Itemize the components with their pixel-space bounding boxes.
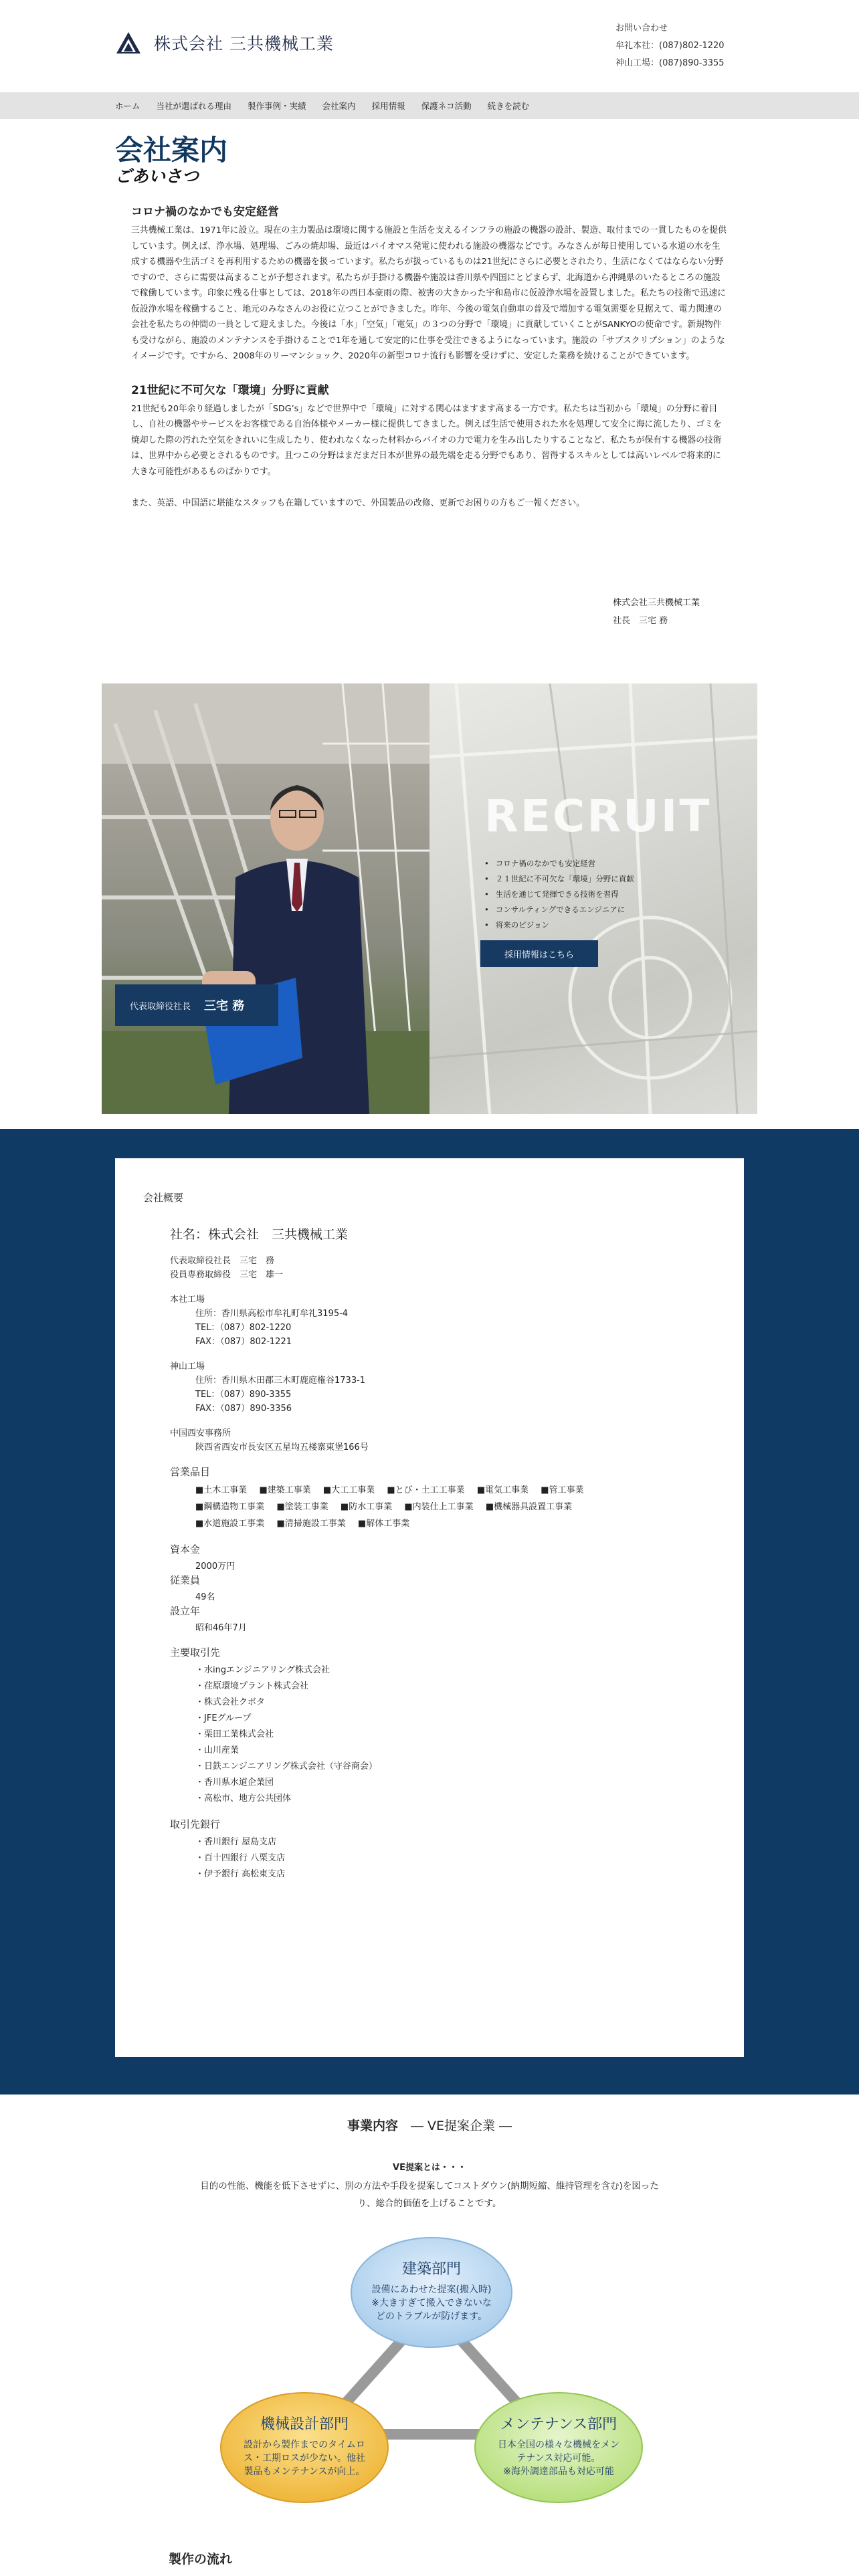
hq-block bbox=[170, 1293, 705, 1349]
overview-card bbox=[115, 1158, 744, 2057]
recruit-item: • コロナ禍のなかでも安定経営 bbox=[484, 856, 634, 871]
contact-title: お問い合わせ bbox=[615, 23, 668, 33]
signature bbox=[613, 594, 700, 630]
contact-kamiyama-phone[interactable]: 神山工場：(087)890-3355 bbox=[615, 58, 725, 68]
officer: 役員専務取締役 三宅 雄一 bbox=[170, 1270, 284, 1280]
nav-item-works[interactable]: 製作事例・実績 bbox=[248, 101, 306, 111]
dept3-title: メンテナンス部門 bbox=[500, 2416, 617, 2433]
ceo-role: 代表取締役社長 bbox=[130, 1001, 191, 1012]
section1-text: 三共機械工業は、1971年に設立。現在の主力製品は環境に関する施設と生活を支えるインフラの施設の機器の設計、製造、取付までの一貫したものを提供しています。例えば、浄水場、処理場、ごみの焼却場、最近はバイオマス発電に使われる施設の機器などです。みなさんが毎日使用している水道の水を生成する機器や生活ゴミを再利用するための機器を扱っています。私たちが扱っているものは21世紀にさらに必要とされたり、生活になくてはならない分野ですので、さらに需要は高まることが予想されます。私たちが手掛ける機器や施設は香川県や四国にとどまらず、北海道から沖縄県のいたるところの施設で稼働しています。印象に残る仕事としては、2018年の西日本豪雨の際、被害の大きかった宇和島市に仮設浄水場を設置しました。私たちの技術で迅速に仮設浄水場を稼働すること、地元のみなさんのお役に立つことができました。昨年、今後の電気自動車の普及で増加する電気需要を見据えて、電力関連の会社を私たちの仲間の一員として迎えました。今後は「水」「空気」「電気」の３つの分野で「環境」に貢献していくことがSANKYOの使命です。新規物件も受けながら、施設のメンテナンスを手掛けることで1年を通して安定的に仕事を受注できるようになっています。施設の「サブスクリプション」のようなイメージです。ですから、2008年のリーマンショック、2020年の新型コロナ流行も影響を受けずに、安定した業務を続けることができています。 bbox=[131, 225, 727, 361]
product-item: ■ 鋼構造物工事業 bbox=[195, 1502, 264, 1512]
recruit-list bbox=[484, 856, 634, 933]
staff-value: 49名 bbox=[195, 1592, 215, 1602]
company-logo[interactable] bbox=[115, 29, 334, 56]
client-item: ・ JFEグループ bbox=[195, 1711, 705, 1727]
product-item: ■ 機械器具設置工事業 bbox=[486, 1502, 572, 1512]
products-block bbox=[170, 1465, 705, 1532]
banks-title: 取引先銀行 bbox=[170, 1818, 221, 1830]
dept-machine-design bbox=[221, 2393, 388, 2502]
hq-tel[interactable]: TEL：（087）802-1220 bbox=[195, 1323, 292, 1333]
overview-content bbox=[170, 1228, 705, 1893]
capital-title: 資本金 bbox=[170, 1543, 201, 1555]
ve-diagram bbox=[214, 2234, 649, 2508]
greeting-section bbox=[131, 202, 727, 512]
bank-item: ・ 百十四銀行 八栗支店 bbox=[195, 1850, 705, 1866]
recruit-item: • 生活を通じて発揮できる技術を習得 bbox=[484, 887, 634, 902]
product-item: ■ 内装仕上工事業 bbox=[404, 1502, 473, 1512]
kamiyama-title: 神山工場 bbox=[170, 1362, 205, 1372]
section3-text: また、英語、中国語に堪能なスタッフも在籍していますので、外国製品の改修、更新でお困りの方もご一報ください。 bbox=[131, 498, 585, 508]
business-title bbox=[0, 2116, 859, 2134]
ve-line: 目的の性能、機能を低下させずに、別の方法や手段を提案してコストダウン(納期短縮、維持管理を含む)を図った bbox=[200, 2181, 659, 2191]
client-item: ・ 山川産業 bbox=[195, 1743, 705, 1759]
dept1-line: どのトラブルが防げます。 bbox=[375, 2311, 488, 2322]
dept2-line: 製品もメンテナンスが向上。 bbox=[244, 2466, 365, 2477]
china-title: 中国西安事務所 bbox=[170, 1428, 231, 1438]
flow-title: 製作の流れ bbox=[169, 2552, 233, 2567]
section1-heading: コロナ禍のなかでも安定経営 bbox=[131, 205, 279, 219]
dept3-line: ※海外調達部品も対応可能 bbox=[503, 2466, 614, 2477]
products-list bbox=[170, 1482, 705, 1532]
client-item: ・ 栗田工業株式会社 bbox=[195, 1727, 705, 1743]
product-item: ■ 大工工事業 bbox=[323, 1485, 375, 1495]
page-subtitle: ごあいさつ bbox=[115, 167, 199, 186]
recruit-title: RECRUIT bbox=[484, 790, 712, 842]
nav-item-reasons[interactable]: 当社が選ばれる理由 bbox=[156, 101, 232, 111]
section2-text: 21世紀も20年余り経過しましたが「SDG’s」などで世界中で「環境」に対する関心はますます高まる一方です。私たちは当初から「環境」の分野に着目し、自社の機器やサービスをお客様である自治体様やメーカー様に提供してきました。例えば生活で使用された水を処理して安全に海に流したり、ゴミを焼却した際の汚れた空気をきれいに生成したり、使われなくなった材料からバイオの力で電力を生み出したりすることなど、私たちが保有する機器の技術は、世界中から必要とされるものです。且つこの分野はまだまだ日本が世界の最先端を走る分野でもあり、習得するスキルとしては高いレベルで将来的に大きな可能性があるものばかりです。 bbox=[131, 403, 722, 477]
hq-address: 住所：香川県高松市牟礼町牟礼3195-4 bbox=[195, 1309, 349, 1319]
recruit-item: • 将来のビジョン bbox=[484, 918, 634, 933]
signature-name: 社長 三宅 務 bbox=[613, 616, 668, 626]
clients-list bbox=[170, 1662, 705, 1807]
dept2-line: 設計から製作までのタイムロ bbox=[244, 2440, 365, 2450]
recruit-panel bbox=[430, 683, 757, 1114]
kamiyama-tel[interactable]: TEL：（087）890-3355 bbox=[195, 1390, 292, 1400]
product-item: ■ 防水工事業 bbox=[341, 1502, 392, 1512]
china-address: 陝西省西安市長安区五星㘬五楼寨東堡166号 bbox=[195, 1442, 369, 1453]
ve-description bbox=[0, 2177, 859, 2212]
bank-item: ・ 伊予銀行 高松東支店 bbox=[195, 1866, 705, 1883]
ceo-badge bbox=[115, 984, 278, 1026]
founded-value: 昭和46年7月 bbox=[195, 1623, 247, 1633]
officers bbox=[170, 1254, 705, 1282]
ceo-photo bbox=[102, 683, 430, 1114]
dept-architecture bbox=[351, 2238, 512, 2347]
kamiyama-fax: FAX：（087）890-3356 bbox=[195, 1404, 292, 1414]
contact-hq-phone[interactable]: 牟礼本社：(087)802-1220 bbox=[615, 41, 725, 51]
client-item: ・ 高松市、地方公共団体 bbox=[195, 1791, 705, 1807]
capital-block bbox=[170, 1543, 705, 1635]
dept1-line: 設備にあわせた提案(搬入時) bbox=[371, 2284, 492, 2295]
site-header bbox=[0, 0, 859, 92]
officer: 代表取締役社長 三宅 務 bbox=[170, 1256, 275, 1266]
section2-heading: 21世紀に不可欠な「環境」分野に貢献 bbox=[131, 383, 329, 397]
product-item: ■ 土木工事業 bbox=[195, 1485, 247, 1495]
banks-list bbox=[170, 1834, 705, 1883]
overview-company-name: 社名：株式会社 三共機械工業 bbox=[170, 1227, 349, 1242]
hq-title: 本社工場 bbox=[170, 1295, 205, 1305]
client-item: ・ 荏原環境プラント株式会社 bbox=[195, 1679, 705, 1695]
client-item: ・ 日鉄エンジニアリング株式会社（守谷商会） bbox=[195, 1759, 705, 1775]
china-block bbox=[170, 1426, 705, 1455]
clients-title: 主要取引先 bbox=[170, 1646, 221, 1658]
nav-item-company[interactable]: 会社案内 bbox=[322, 101, 356, 111]
dept2-title: 機械設計部門 bbox=[260, 2416, 349, 2433]
ceo-name: 三宅 務 bbox=[204, 999, 245, 1013]
product-item: ■ とび・土工工事業 bbox=[387, 1485, 464, 1495]
recruit-item: • ２１世紀に不可欠な「環境」分野に貢献 bbox=[484, 871, 634, 887]
dept1-title: 建築部門 bbox=[401, 2261, 462, 2278]
hq-fax: FAX：（087）802-1221 bbox=[195, 1337, 292, 1347]
main-nav bbox=[0, 92, 859, 119]
nav-item-more[interactable]: 続きを読む bbox=[487, 101, 530, 111]
product-item: ■ 電気工事業 bbox=[477, 1485, 529, 1495]
page-title: 会社案内 bbox=[115, 134, 228, 167]
business-title-main: 事業内容 bbox=[347, 2119, 398, 2133]
dept3-line: 日本全国の様々な機械をメン bbox=[498, 2440, 619, 2450]
business-title-sub: ― VE提案企業 ― bbox=[410, 2119, 512, 2133]
product-item: ■ 管工事業 bbox=[541, 1485, 583, 1495]
product-item: ■ 建築工事業 bbox=[259, 1485, 310, 1495]
staff-title: 従業員 bbox=[170, 1574, 201, 1586]
client-item: ・ 株式会社クボタ bbox=[195, 1695, 705, 1711]
logo-mountain-icon bbox=[115, 29, 142, 56]
capital-value: 2000万円 bbox=[195, 1562, 235, 1572]
contact-info bbox=[615, 20, 725, 72]
bank-item: ・ 香川銀行 屋島支店 bbox=[195, 1834, 705, 1850]
clients-block bbox=[170, 1646, 705, 1807]
kamiyama-address: 住所：香川県木田郡三木町鹿庭権谷1733-1 bbox=[195, 1376, 366, 1386]
dept3-line: テナンス対応可能。 bbox=[516, 2453, 601, 2464]
dept-maintenance bbox=[475, 2393, 642, 2502]
ve-heading: VE提案とは・・・ bbox=[393, 2163, 466, 2173]
factory-scene-illustration bbox=[102, 683, 430, 1114]
client-item: ・ 水ingエンジニアリング株式会社 bbox=[195, 1662, 705, 1679]
founded-title: 設立年 bbox=[170, 1605, 201, 1617]
ve-line: り、総合的価値を上げることです。 bbox=[357, 2198, 502, 2209]
product-item: ■ 塗装工事業 bbox=[276, 1502, 328, 1512]
kamiyama-block bbox=[170, 1360, 705, 1416]
dept1-line: ※大きすぎて搬入できないな bbox=[371, 2298, 492, 2309]
client-item: ・ 香川県水道企業団 bbox=[195, 1775, 705, 1791]
nav-item-home[interactable]: ホーム bbox=[115, 101, 140, 111]
nav-item-recruit[interactable]: 採用情報 bbox=[371, 101, 405, 111]
products-title: 営業品目 bbox=[170, 1466, 211, 1478]
company-name: 株式会社 三共機械工業 bbox=[154, 34, 334, 53]
overview-label: 会社概要 bbox=[143, 1192, 184, 1204]
recruit-item: • コンサルティングできるエンジニアに bbox=[484, 902, 634, 918]
nav-item-cats[interactable]: 保護ネコ活動 bbox=[421, 101, 472, 111]
product-item: ■ 解体工事業 bbox=[358, 1519, 409, 1529]
product-item: ■ 水道施設工事業 bbox=[195, 1519, 264, 1529]
signature-company: 株式会社三共機械工業 bbox=[613, 598, 700, 608]
hero-banner bbox=[102, 683, 757, 1114]
recruit-button[interactable]: 採用情報はこちら bbox=[480, 940, 598, 967]
product-item: ■ 清掃施設工事業 bbox=[276, 1519, 345, 1529]
dept2-line: ス・工期ロスが少ない。他社 bbox=[244, 2453, 365, 2464]
banks-block bbox=[170, 1818, 705, 1883]
